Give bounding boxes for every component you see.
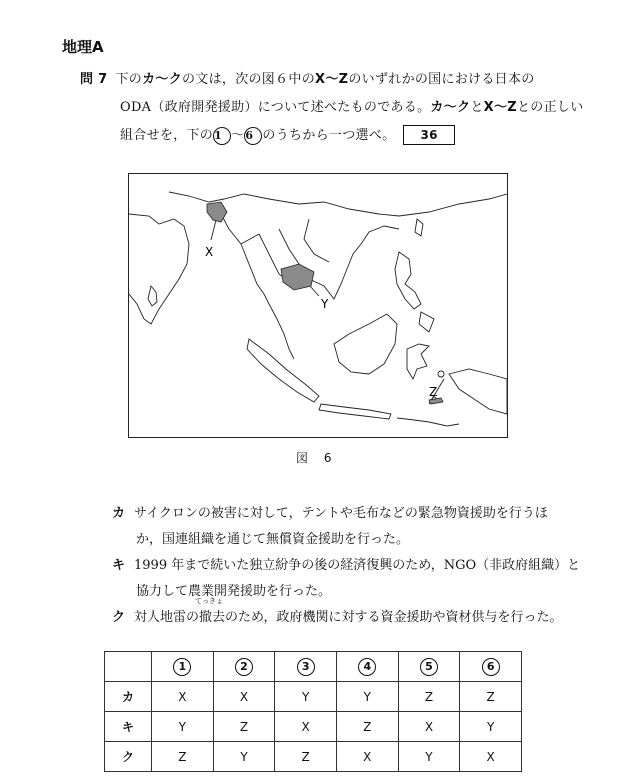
answer-table bbox=[104, 651, 522, 772]
row-label: ク bbox=[105, 742, 152, 772]
taiwan bbox=[415, 219, 423, 236]
map-label-z: Z bbox=[429, 385, 438, 399]
table-cell: X bbox=[152, 682, 214, 712]
table-cell: X bbox=[275, 712, 337, 742]
question-text: と bbox=[470, 100, 484, 115]
table-header bbox=[275, 652, 337, 682]
row-label: カ bbox=[105, 682, 152, 712]
table-cell: Z bbox=[336, 712, 398, 742]
statement-text: 対人地雷の bbox=[134, 610, 200, 625]
table-corner bbox=[105, 652, 152, 682]
statement-key: ク bbox=[112, 610, 126, 625]
question-line-3 bbox=[120, 124, 455, 145]
choice-circle: 3 bbox=[297, 658, 315, 676]
lesser-sunda bbox=[397, 418, 459, 426]
table-cell: X bbox=[460, 742, 522, 772]
choice-circle: 5 bbox=[420, 658, 438, 676]
table-row bbox=[105, 682, 522, 712]
statement-text: 去のため，政府機関に対する資金援助や資材供与を行った。 bbox=[212, 610, 563, 625]
question-text: 下の bbox=[115, 72, 143, 87]
question-line-2 bbox=[120, 96, 584, 115]
map-figure bbox=[128, 173, 508, 438]
question-text: との正しい bbox=[517, 100, 584, 115]
island bbox=[438, 371, 444, 377]
question-text-bold: カ～ク bbox=[430, 100, 471, 115]
choice-circle: 6 bbox=[244, 127, 262, 145]
sri-lanka bbox=[148, 286, 157, 306]
table-header bbox=[336, 652, 398, 682]
question-line-1 bbox=[80, 68, 535, 87]
question-number: 問 7 bbox=[80, 72, 108, 87]
table-cell: X bbox=[398, 712, 460, 742]
table-cell: Y bbox=[460, 712, 522, 742]
table-header bbox=[152, 652, 214, 682]
statement-ki bbox=[112, 554, 580, 573]
row-label: キ bbox=[105, 712, 152, 742]
philippines-south bbox=[419, 312, 434, 332]
question-text-bold: X～Z bbox=[315, 72, 349, 87]
statement-ka bbox=[112, 502, 548, 521]
mainland-coast bbox=[221, 214, 294, 359]
inland-border bbox=[241, 219, 329, 264]
question-text: のいずれかの国における日本の bbox=[348, 72, 535, 87]
statement-key: カ bbox=[112, 506, 126, 521]
ruby-reading: てっきょ bbox=[195, 597, 224, 605]
statement-key: キ bbox=[112, 558, 126, 573]
indochina-coast bbox=[259, 226, 399, 299]
choice-circle: 1 bbox=[173, 658, 191, 676]
statement-text: 1999 年まで続いた独立紛争の後の経済復興のため，NGO（非政府組織）と bbox=[134, 558, 581, 573]
table-row bbox=[105, 712, 522, 742]
table-cell: Z bbox=[213, 712, 275, 742]
table-cell: Z bbox=[398, 682, 460, 712]
ruby-base: 撤 bbox=[199, 610, 213, 625]
choice-circle: 4 bbox=[358, 658, 376, 676]
question-text: のうちから一つ選べ。 bbox=[262, 128, 396, 143]
map-label-y: Y bbox=[321, 297, 329, 311]
table-cell: Z bbox=[152, 742, 214, 772]
new-guinea bbox=[449, 369, 507, 414]
borneo bbox=[334, 314, 397, 374]
table-cell: Y bbox=[213, 742, 275, 772]
statement-ka-cont: か，国連組織を通じて無償資金援助を行った。 bbox=[136, 532, 410, 547]
table-cell: Z bbox=[460, 682, 522, 712]
choice-circle: 6 bbox=[482, 658, 500, 676]
table-cell: Z bbox=[275, 742, 337, 772]
table-cell: X bbox=[213, 682, 275, 712]
philippines bbox=[395, 252, 421, 309]
map-label-x: X bbox=[205, 245, 214, 259]
question-text: ODA（政府開発援助）について述べたものである。 bbox=[120, 100, 431, 115]
answer-number-box: 36 bbox=[403, 125, 454, 145]
java bbox=[319, 404, 391, 419]
country-y-cambodia bbox=[281, 264, 314, 290]
ruby-word bbox=[195, 597, 224, 625]
question-text: 組合せを，下の bbox=[120, 128, 214, 143]
choice-circle: 2 bbox=[235, 658, 253, 676]
india-coast bbox=[129, 214, 189, 324]
table-header bbox=[213, 652, 275, 682]
table-cell: Y bbox=[152, 712, 214, 742]
southeast-asia-map bbox=[129, 174, 507, 437]
subject-title: 地理A bbox=[62, 38, 104, 56]
table-header bbox=[460, 652, 522, 682]
choice-circle: 1 bbox=[213, 127, 231, 145]
statement-ku bbox=[112, 597, 563, 625]
question-text-bold: X～Z bbox=[483, 100, 517, 115]
table-header bbox=[398, 652, 460, 682]
figure-caption: 図 6 bbox=[296, 451, 338, 465]
table-cell: Y bbox=[398, 742, 460, 772]
table-header-row bbox=[105, 652, 522, 682]
statement-text: サイクロンの被害に対して，テントや毛布などの緊急物資援助を行うほ bbox=[134, 506, 548, 521]
question-text: ～ bbox=[231, 128, 245, 143]
table-cell: Y bbox=[336, 682, 398, 712]
sulawesi bbox=[407, 344, 429, 379]
table-cell: X bbox=[336, 742, 398, 772]
table-cell: Y bbox=[275, 682, 337, 712]
question-text: の文は，次の図６中の bbox=[182, 72, 316, 87]
sumatra bbox=[247, 339, 319, 402]
table-row bbox=[105, 742, 522, 772]
question-text-bold: カ～ク bbox=[142, 72, 182, 87]
statement-ki-cont: 協力して農業開発援助を行った。 bbox=[136, 584, 332, 599]
